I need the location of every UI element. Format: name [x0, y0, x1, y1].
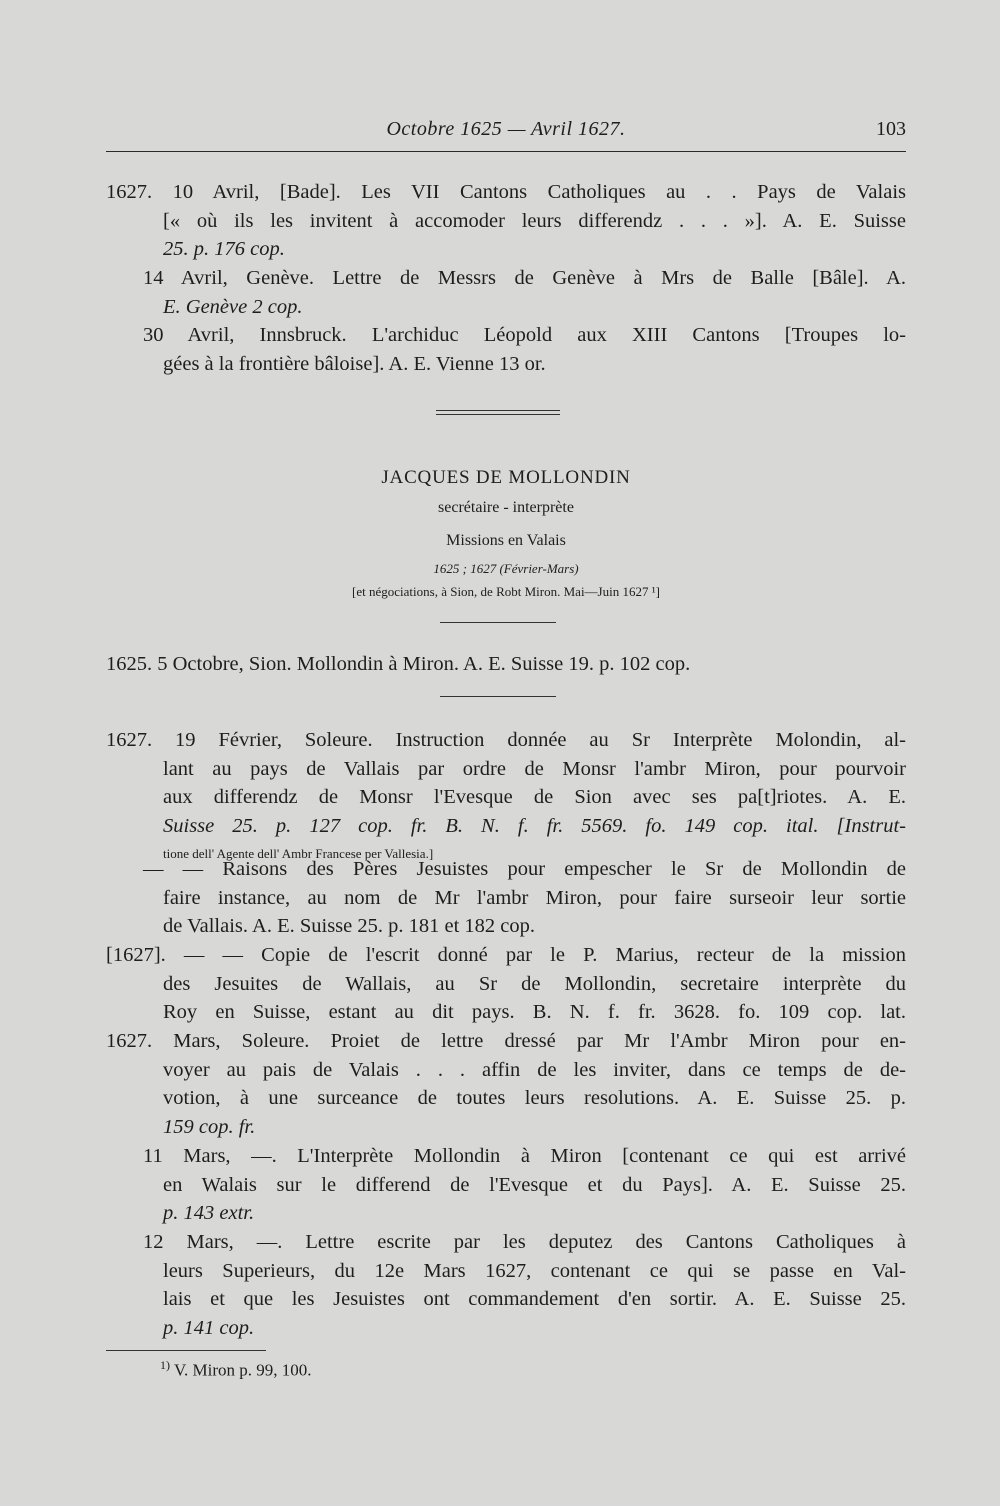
entry-1627-10-avril — [106, 178, 906, 207]
section-heading-name: JACQUES DE MOLLONDIN — [381, 467, 631, 488]
entry-11-mars — [143, 1142, 906, 1171]
entry-1627-14-avril-cont — [163, 293, 906, 322]
text-line: faire instance, au nom de Mr l'ambr Miron, pour faire surseoir leur sortie — [163, 886, 906, 909]
entry-11-mars-cont — [163, 1171, 906, 1228]
text-line: 11 Mars, —. L'Interprète Mollondin à Miron [contenant ce qui est arrivé — [143, 1145, 906, 1167]
text-line: lant au pays de Vallais par ordre de Monsr l'ambr Miron, pour pourvoir — [163, 757, 906, 780]
section-heading-negotiations: [et négociations, à Sion, de Robt Miron. Mai—Juin 1627 ¹] — [352, 584, 660, 599]
text-line: 1627. 10 Avril, [Bade]. Les VII Cantons Catholiques au . . Pays de Valais — [106, 181, 906, 203]
entry-1627-10-avril-cont — [163, 207, 906, 264]
text-line: de Vallais. A. E. Suisse 25. p. 181 et 182 cop. — [163, 915, 536, 938]
double-rule-divider — [436, 410, 560, 415]
entry-1627-mars-soleure-cont — [163, 1056, 906, 1142]
footnote-text: V. Miron p. 99, 100. — [173, 1360, 312, 1380]
footnote-rule — [106, 1350, 266, 1351]
entry-copie-escrit-cont — [163, 970, 906, 1027]
text-line: leurs Superieurs, du 12e Mars 1627, contenant ce qui se passe en Val- — [163, 1259, 906, 1282]
text-line: voyer au pais de Valais . . . affin de les inviter, dans ce temps de de- — [163, 1058, 906, 1081]
text-line: E. Genève 2 cop. — [163, 295, 303, 318]
text-line: Suisse 25. p. 127 cop. fr. B. N. f. fr. 5569. fo. 149 cop. ital. [Instrut- — [163, 814, 906, 837]
entry-1627-30-avril-cont — [163, 350, 906, 379]
footnote-marker: 1) — [160, 1358, 170, 1372]
entry-1627-19-fevrier — [106, 726, 906, 755]
entry-1627-mars-soleure — [106, 1027, 906, 1056]
text-line: p. 141 cop. — [163, 1316, 255, 1339]
section-heading-missions: Missions en Valais — [446, 532, 566, 549]
text-line: aux differendz de Monsr l'Evesque de Sion avec ses pa[t]riotes. A. E. — [163, 786, 906, 809]
footnote — [160, 1358, 312, 1381]
text-line: 1627. 19 Février, Soleure. Instruction donnée au Sr Interprète Molondin, al- — [106, 729, 906, 751]
text-line: 1625. 5 Octobre, Sion. Mollondin à Miron. A. E. Suisse 19. p. 102 cop. — [106, 653, 691, 675]
text-line: — — Raisons des Pères Jesuistes pour empescher le Sr de Mollondin de — [143, 858, 906, 880]
rule-divider — [440, 696, 556, 697]
entry-1625-5-octobre — [106, 650, 906, 679]
text-line: 30 Avril, Innsbruck. L'archiduc Léopold aux XIII Cantons [Troupes lo- — [143, 324, 906, 347]
text-line: gées à la frontière bâloise]. A. E. Vienne 13 or. — [163, 352, 546, 375]
page-number: 103 — [876, 118, 906, 140]
text-line: tione dell' Agente dell' Ambr Francese per Vallesia.] — [163, 846, 434, 862]
entry-1627-30-avril — [143, 321, 906, 350]
entry-raisons-jesuistes-cont — [163, 884, 906, 941]
section-heading-role: secrétaire - interprète — [438, 499, 574, 516]
text-line: votion, à une surceance de toutes leurs resolutions. A. E. Suisse 25. p. — [163, 1087, 906, 1110]
text-line: [1627]. — — Copie de l'escrit donné par le P. Marius, recteur de la mission — [106, 944, 906, 966]
running-head — [106, 118, 906, 148]
rule-divider — [440, 622, 556, 623]
entry-12-mars — [143, 1228, 906, 1257]
text-line: 25. p. 176 cop. — [163, 238, 285, 261]
text-line: en Walais sur le differend de l'Evesque et du Pays]. A. E. Suisse 25. — [163, 1173, 906, 1196]
section-heading-dates: 1625 ; 1627 (Février-Mars) — [433, 561, 579, 576]
text-line: 14 Avril, Genève. Lettre de Messrs de Genève à Mrs de Balle [Bâle]. A. — [143, 267, 906, 289]
text-line: lais et que les Jesuistes ont commandement d'en sortir. A. E. Suisse 25. — [163, 1288, 906, 1311]
entry-copie-escrit — [106, 941, 906, 970]
text-line: Roy en Suisse, estant au dit pays. B. N. f. fr. 3628. fo. 109 cop. lat. — [163, 1001, 906, 1024]
entry-12-mars-cont — [163, 1257, 906, 1343]
text-line: p. 143 extr. — [163, 1202, 255, 1225]
text-line: 1627. Mars, Soleure. Proiet de lettre dressé par Mr l'Ambr Miron pour en- — [106, 1030, 906, 1052]
text-line: [« où ils les invitent à accomoder leurs differendz . . . »]. A. E. Suisse — [163, 209, 906, 232]
entry-1627-14-avril — [143, 264, 906, 293]
header-rule — [106, 151, 906, 152]
text-line: des Jesuites de Wallais, au Sr de Mollondin, secretaire interprète du — [163, 972, 906, 995]
running-title: Octobre 1625 — Avril 1627. — [386, 118, 626, 140]
text-line: 159 cop. fr. — [163, 1115, 256, 1138]
text-line: 12 Mars, —. Lettre escrite par les deputez des Cantons Catholiques à — [143, 1231, 906, 1253]
entry-raisons-jesuistes — [143, 855, 906, 884]
entry-1627-19-fevrier-cont — [163, 755, 906, 865]
